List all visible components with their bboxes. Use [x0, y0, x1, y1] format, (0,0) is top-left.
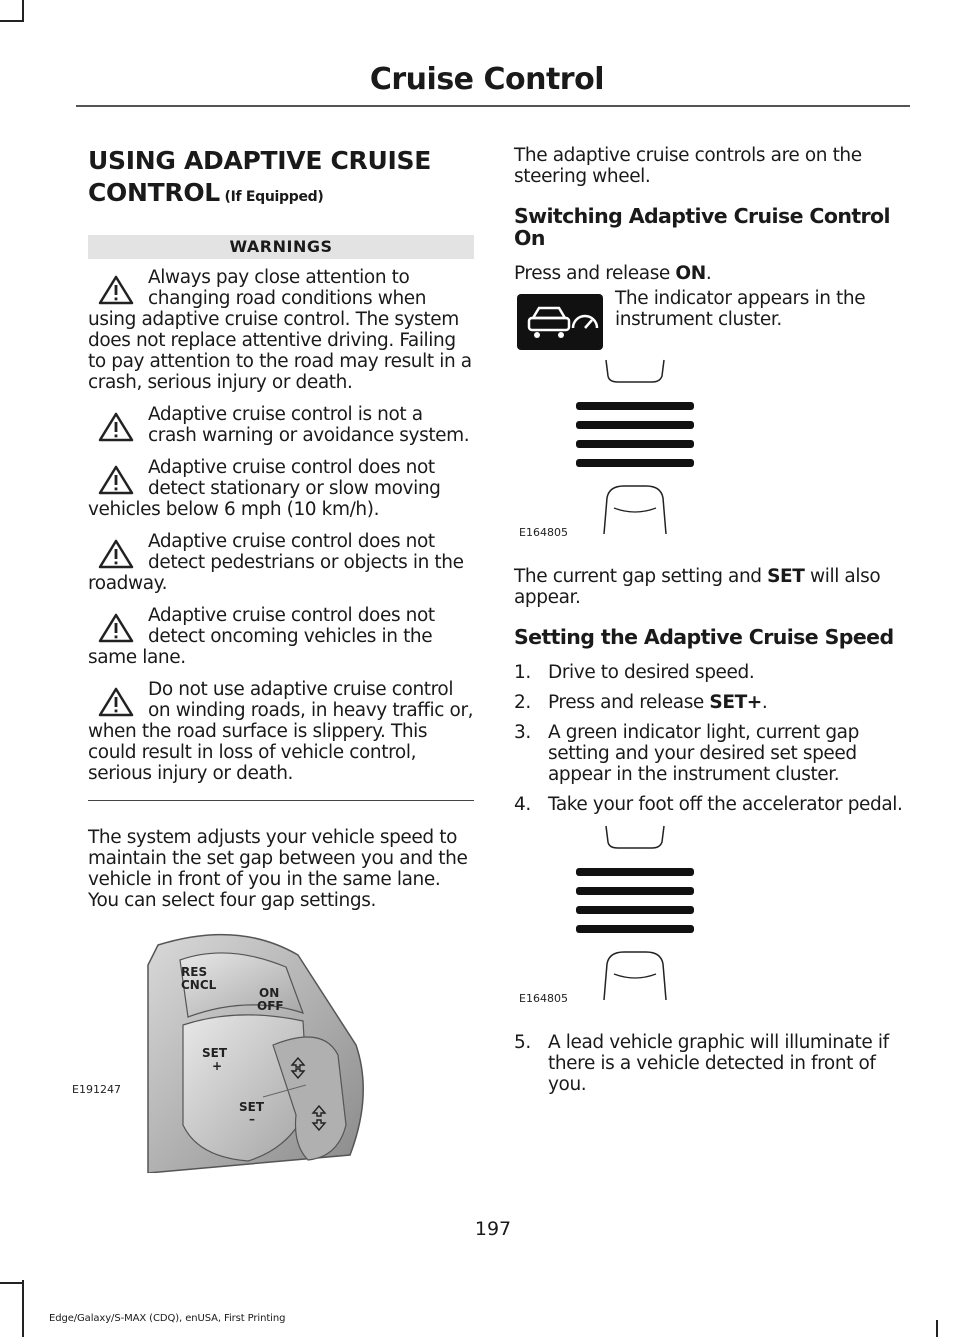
if-equipped-note: (If Equipped) [219, 189, 324, 205]
warning-triangle-icon [98, 539, 134, 569]
current-gap-text: The current gap setting and [514, 566, 768, 587]
warning-triangle-icon [98, 275, 134, 305]
section-title-line1: USING ADAPTIVE CRUISE [88, 146, 431, 175]
warning-text: Do not use adaptive cruise control on winding roads, in heavy traffic or, when the road surface is slippery. This could result in loss of vehicle control, serious injury or death. [88, 679, 474, 784]
off-label: OFF [257, 999, 284, 1013]
step-text-end: . [761, 692, 768, 713]
steering-controls-figure [72, 925, 478, 1173]
warning-item [88, 267, 474, 393]
set-minus-sign: – [249, 1112, 255, 1126]
step-text: A green indicator light, current gap setting and your desired set speed appear in the instrument cluster. [548, 722, 859, 785]
warning-item [88, 679, 474, 784]
indicator-text: The indicator appears in the instrument cluster. [615, 288, 866, 330]
step-number: 5. [514, 1032, 531, 1053]
crop-mark [0, 1282, 24, 1284]
warning-triangle-icon [98, 613, 134, 643]
set-key: SET [767, 566, 805, 587]
gap-figure-1 [514, 358, 908, 548]
warning-triangle-icon [98, 465, 134, 495]
gap-bars-illustration [574, 358, 764, 548]
press-on-text: Press and release [514, 263, 676, 284]
res-label: RES [181, 965, 208, 979]
gap-increase-icon [288, 1057, 308, 1079]
warnings-heading: WARNINGS [88, 235, 474, 259]
warning-triangle-icon [98, 412, 134, 442]
on-label: ON [259, 986, 280, 1000]
step-number: 3. [514, 722, 531, 743]
step-text: A lead vehicle graphic will illuminate if there is a vehicle detected in front of you. [548, 1032, 889, 1095]
warning-text: Adaptive cruise control does not detect oncoming vehicles in the same lane. [88, 605, 435, 668]
crop-mark [936, 1320, 938, 1337]
page-number: 197 [474, 1218, 512, 1240]
step-text: Press and release [548, 692, 710, 713]
cncl-label: CNCL [181, 978, 217, 992]
setting-steps-list [514, 662, 908, 815]
gap-paragraph: The system adjusts your vehicle speed to maintain the set gap between you and the vehicle in front of you in the same lane. You can select four gap settings. [88, 827, 468, 911]
step-text: Take your foot off the accelerator pedal. [548, 794, 903, 815]
current-gap-paragraph [514, 566, 908, 608]
press-on-period: . [705, 263, 712, 284]
header-rule [76, 105, 910, 107]
gap-figure-2 [514, 824, 908, 1014]
crop-mark [22, 1280, 24, 1337]
list-item [514, 722, 908, 785]
list-item [514, 662, 908, 683]
warning-triangle-icon [98, 687, 134, 717]
step-number: 1. [514, 662, 531, 683]
warning-text: Adaptive cruise control does not detect pedestrians or objects in the roadway. [88, 531, 464, 594]
gap-decrease-icon [308, 1105, 330, 1131]
adaptive-cruise-indicator-icon [517, 294, 603, 350]
warnings-end-rule [88, 800, 474, 801]
current-gap-text-end: will also appear. [514, 566, 881, 608]
press-on-paragraph [514, 263, 908, 284]
step-number: 2. [514, 692, 531, 713]
set-plus-sign: + [212, 1059, 223, 1073]
setting-speed-title: Setting the Adaptive Cruise Speed [514, 625, 894, 649]
crop-mark [22, 0, 24, 20]
steering-switch-illustration [88, 925, 478, 1173]
list-item [514, 794, 908, 815]
section-title-line2: CONTROL [88, 178, 220, 207]
set-plus-label: SET [202, 1046, 228, 1060]
page-header-title: Cruise Control [369, 62, 604, 97]
list-item [514, 1032, 908, 1095]
set-minus-label: SET [239, 1100, 265, 1114]
warning-text: Adaptive cruise control does not detect stationary or slow moving vehicles below 6 mph (10 km/h). [88, 457, 441, 520]
intro-paragraph: The adaptive cruise controls are on the steering wheel. [514, 145, 862, 187]
switching-on-title: Switching Adaptive Cruise Control On [514, 204, 890, 250]
gap-bars-illustration [574, 824, 764, 1014]
warning-text: Always pay close attention to changing road conditions when using adaptive cruise control. The system does not replace attentive driving. Failing to pay attention to the road may result in a crash, serious injury or death. [88, 267, 472, 393]
setting-steps-list-cont [514, 1032, 908, 1095]
list-item [514, 692, 908, 713]
left-column [72, 145, 474, 1173]
warnings-list [88, 267, 474, 784]
figure-id: E191247 [72, 1083, 121, 1096]
warning-item [88, 457, 474, 520]
right-column [514, 145, 908, 1104]
set-plus-key: SET+ [709, 692, 762, 713]
warning-item [88, 404, 474, 446]
warning-item [88, 531, 474, 594]
footer-edition: Edge/Galaxy/S-MAX (CDQ), enUSA, First Printing [49, 1313, 286, 1324]
crop-mark [0, 20, 24, 22]
step-number: 4. [514, 794, 531, 815]
indicator-row [514, 288, 908, 350]
warning-item [88, 605, 474, 668]
warning-text: Adaptive cruise control is not a crash warning or avoidance system. [148, 404, 470, 446]
section-title [88, 145, 474, 213]
figure-id: E164805 [519, 992, 568, 1005]
on-key: ON [675, 263, 706, 284]
figure-id: E164805 [519, 526, 568, 539]
step-text: Drive to desired speed. [548, 662, 755, 683]
